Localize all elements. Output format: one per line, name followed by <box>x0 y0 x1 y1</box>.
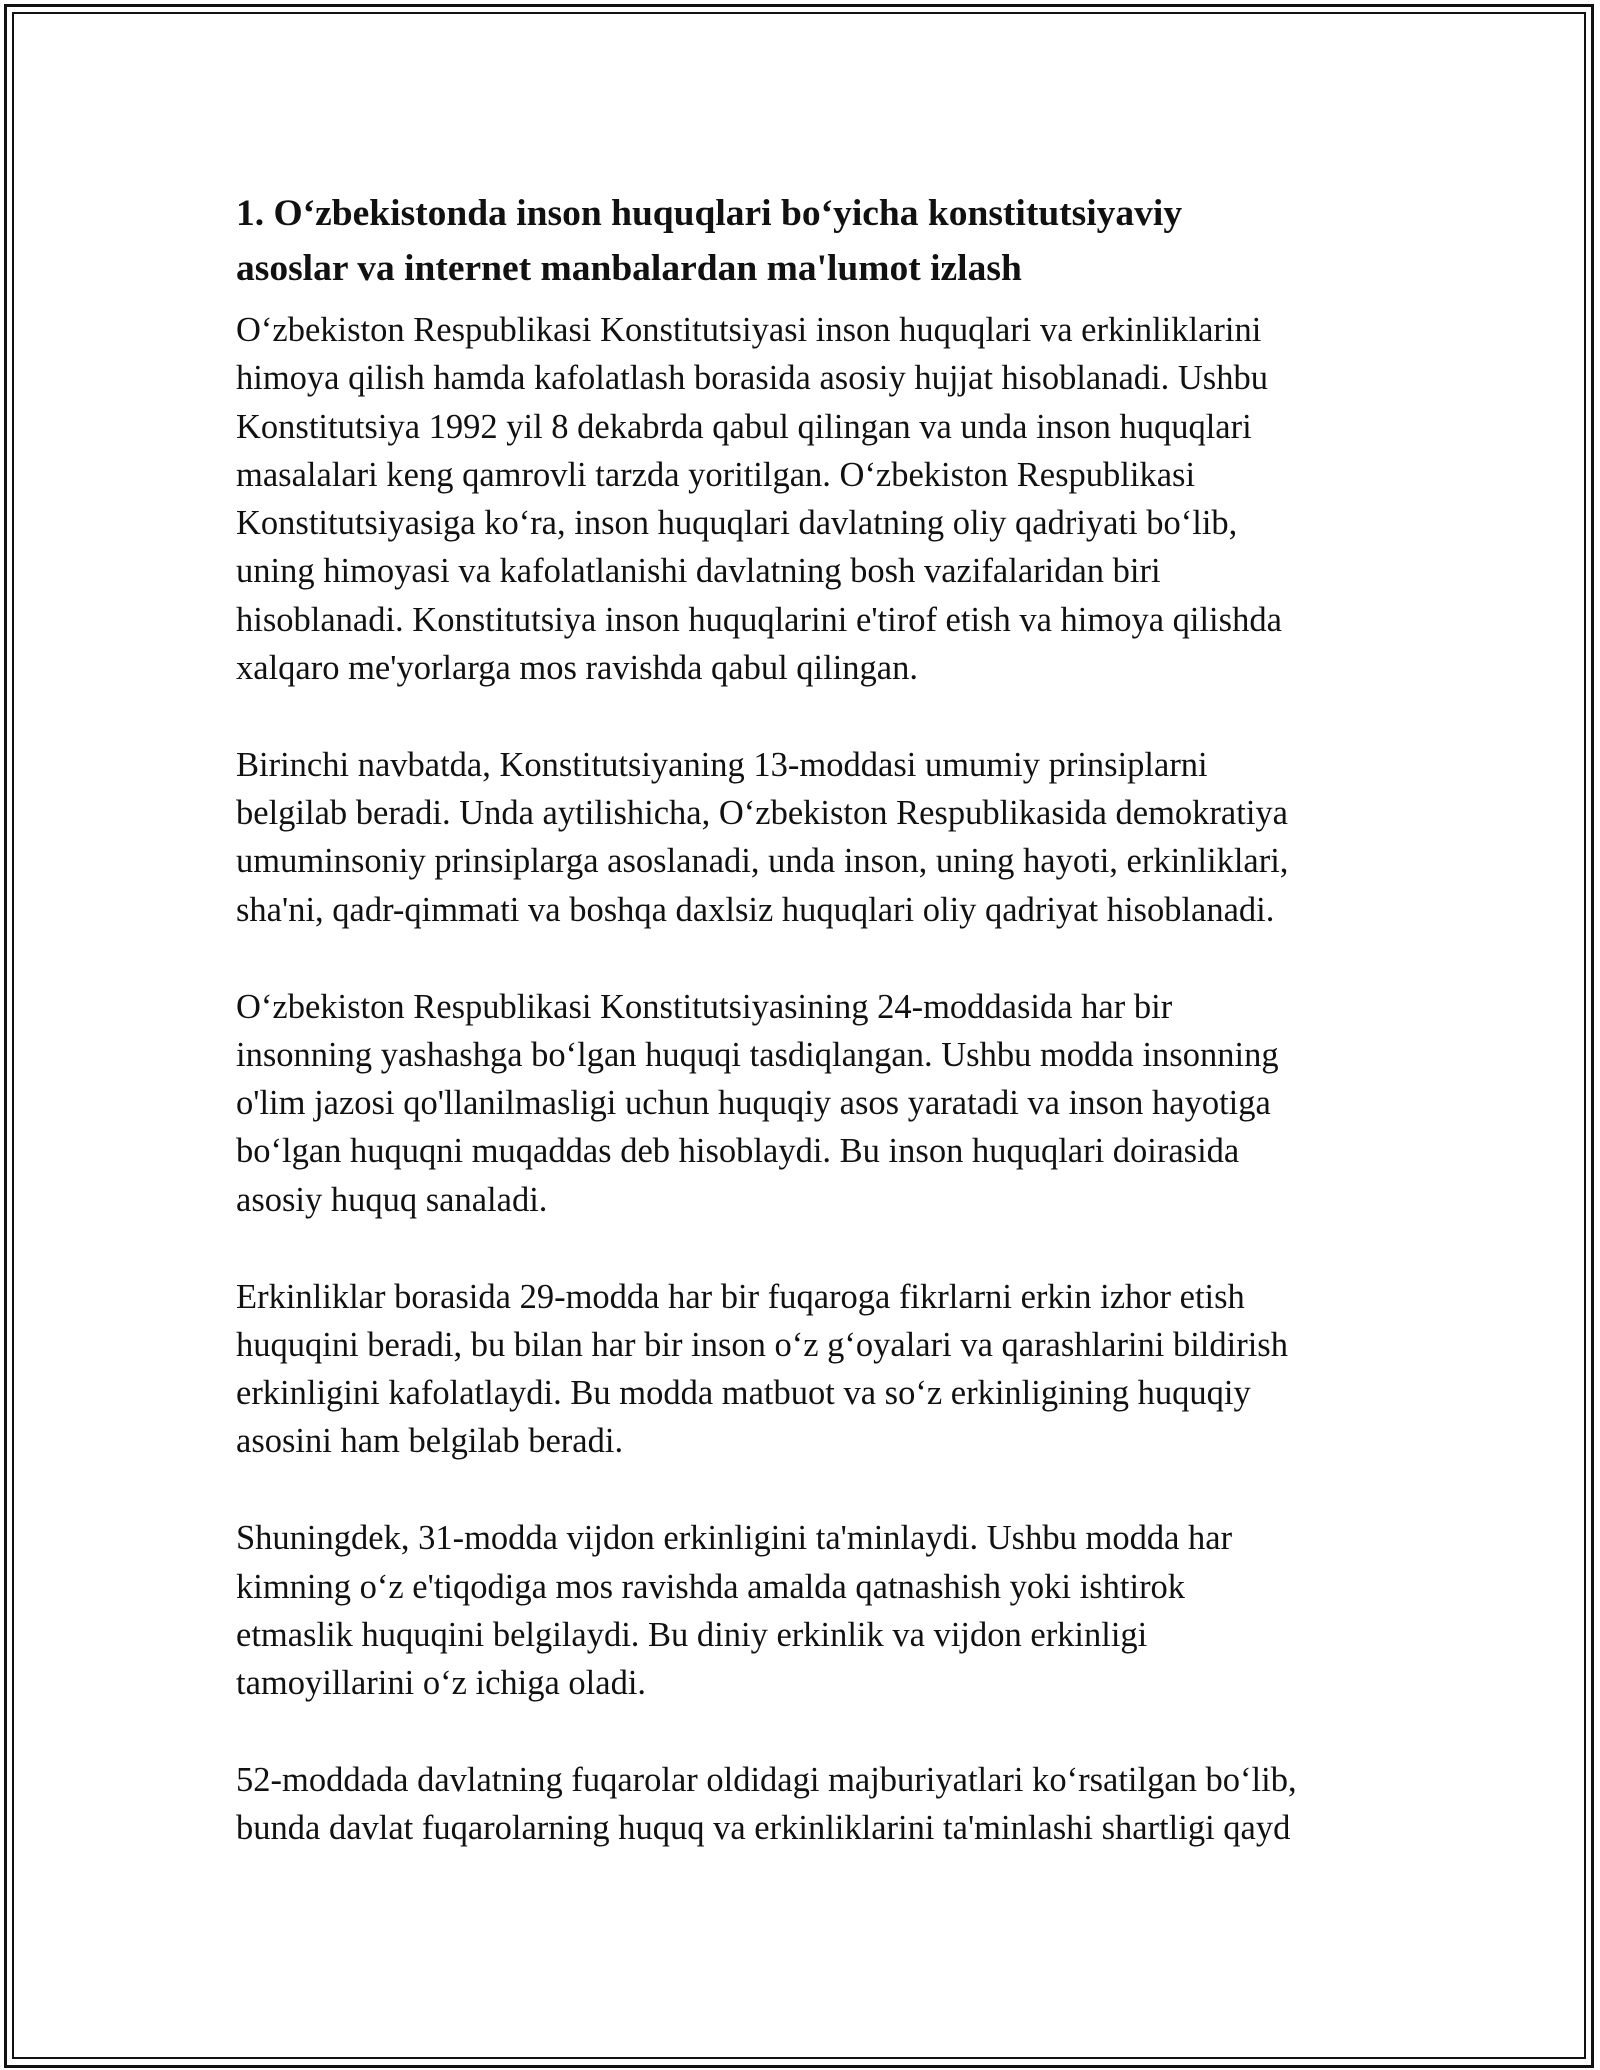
text-line: himoya qilish hamda kafolatlash borasida asosiy hujjat hisoblanadi. Ushbu <box>236 359 1268 398</box>
text-line: tamoyillarini o‘z ichiga oladi. <box>236 1664 647 1703</box>
text-line: erkinligini kafolatlaydi. Bu modda matbuot va so‘z erkinligining huquqiy <box>236 1374 1251 1413</box>
text-line: uning himoyasi va kafolatlanishi davlatning bosh vazifalaridan biri <box>236 552 1161 591</box>
paragraph-article-13 <box>236 741 1366 934</box>
paragraph-constitution-intro <box>236 306 1366 692</box>
text-line: 52-moddada davlatning fuqarolar oldidagi majburiyatlari ko‘rsatilgan bo‘lib, <box>236 1760 1297 1799</box>
text-line: xalqaro me'yorlarga mos ravishda qabul qilingan. <box>236 649 918 688</box>
paragraph-article-52 <box>236 1756 1366 1853</box>
text-line: O‘zbekiston Respublikasi Konstitutsiyasining 24-moddasida har bir <box>236 987 1173 1026</box>
text-line: masalalari keng qamrovli tarzda yoritilgan. O‘zbekiston Respublikasi <box>236 455 1196 494</box>
text-line: huquqini beradi, bu bilan har bir inson o‘z g‘oyalari va qarashlarini bildirish <box>236 1325 1288 1364</box>
text-line: Erkinliklar borasida 29-modda har bir fuqaroga fikrlarni erkin izhor etish <box>236 1277 1245 1316</box>
text-line: o'lim jazosi qo'llanilmasligi uchun huquqiy asos yaratadi va inson hayotiga <box>236 1084 1271 1123</box>
heading-line: 1. O‘zbekistonda inson huquqlari bo‘yicha konstitutsiyaviy <box>236 193 1183 234</box>
text-line: asosini ham belgilab beradi. <box>236 1422 624 1461</box>
text-line: umuminsoniy prinsiplarga asoslanadi, unda inson, uning hayoti, erkinliklari, <box>236 842 1289 881</box>
text-line: bo‘lgan huquqni muqaddas deb hisoblaydi. Bu inson huquqlari doirasida <box>236 1132 1240 1171</box>
text-line: etmaslik huquqini belgilaydi. Bu diniy erkinlik va vijdon erkinligi <box>236 1615 1148 1654</box>
text-line: Konstitutsiya 1992 yil 8 dekabrda qabul qilingan va unda inson huquqlari <box>236 407 1252 446</box>
document-body <box>236 186 1366 1901</box>
paragraph-article-29 <box>236 1273 1366 1466</box>
text-line: Birinchi navbatda, Konstitutsiyaning 13-moddasi umumiy prinsiplarni <box>236 745 1208 784</box>
text-line: belgilab beradi. Unda aytilishicha, O‘zbekiston Respublikasida demokratiya <box>236 794 1288 833</box>
paragraph-article-24 <box>236 983 1366 1224</box>
text-line: insonning yashashga bo‘lgan huquqi tasdiqlangan. Ushbu modda insonning <box>236 1035 1279 1074</box>
text-line: bunda davlat fuqarolarning huquq va erkinliklarini ta'minlashi shartligi qayd <box>236 1809 1291 1848</box>
heading-line: asoslar va internet manbalardan ma'lumot izlash <box>236 248 1022 289</box>
text-line: hisoblanadi. Konstitutsiya inson huquqlarini e'tirof etish va himoya qilishda <box>236 600 1282 639</box>
text-line: Shuningdek, 31-modda vijdon erkinligini ta'minlaydi. Ushbu modda har <box>236 1519 1233 1558</box>
text-line: O‘zbekiston Respublikasi Konstitutsiyasi inson huquqlari va erkinliklarini <box>236 311 1262 349</box>
paragraph-article-31 <box>236 1514 1366 1707</box>
text-line: sha'ni, qadr-qimmati va boshqa daxlsiz huquqlari oliy qadriyat hisoblanadi. <box>236 890 1275 929</box>
text-line: Konstitutsiyasiga ko‘ra, inson huquqlari davlatning oliy qadriyati bo‘lib, <box>236 504 1238 543</box>
section-heading <box>236 186 1366 296</box>
text-line: asosiy huquq sanaladi. <box>236 1180 548 1219</box>
text-line: kimning o‘z e'tiqodiga mos ravishda amalda qatnashish yoki ishtirok <box>236 1567 1186 1606</box>
